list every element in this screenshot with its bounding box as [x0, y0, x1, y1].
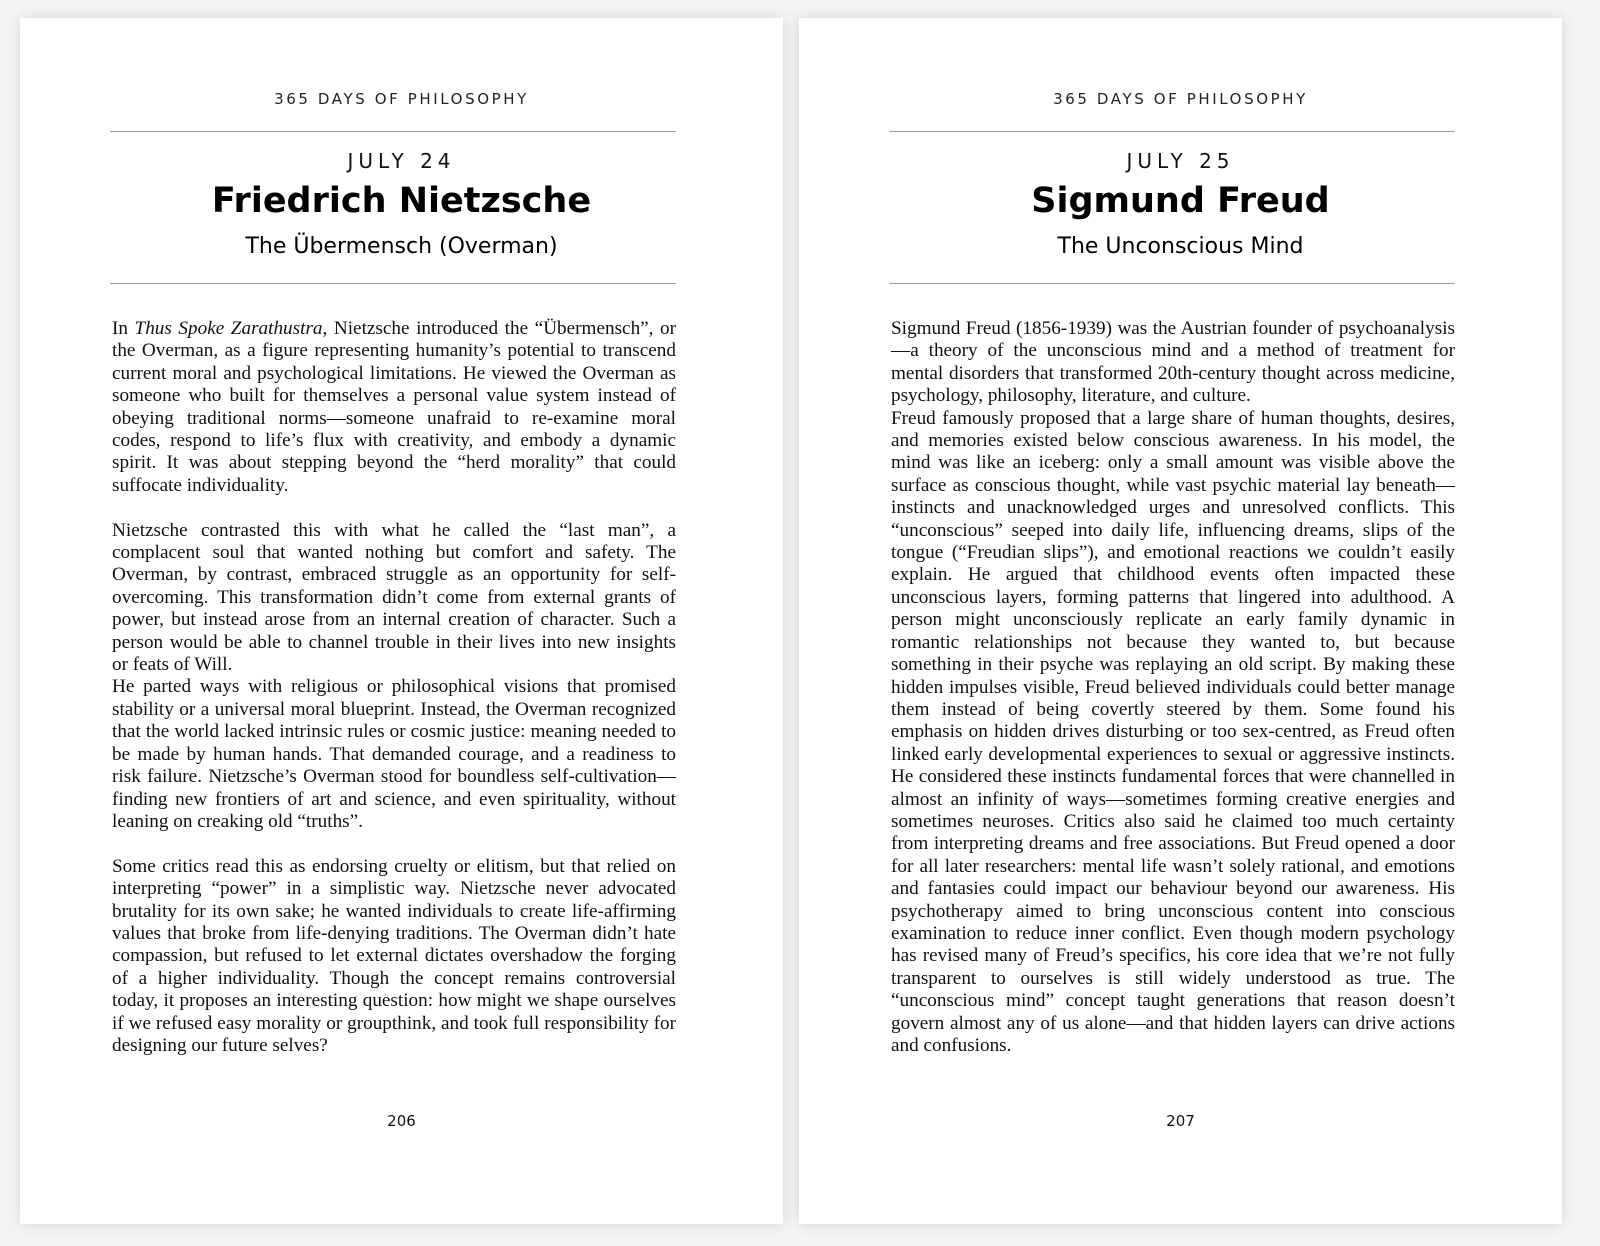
entry-body — [112, 318, 676, 1057]
intro-text: In — [112, 318, 135, 339]
entry-date: JULY 25 — [1126, 149, 1235, 173]
entry-body — [891, 318, 1455, 1057]
philosopher-name: Friedrich Nietzsche — [211, 181, 592, 221]
page-number: 207 — [1166, 1112, 1195, 1130]
body-paragraph: Sigmund Freud (1856-1939) was the Austrian founder of psychoanalysis—a theory of the unconscious mind and a method of treatment for mental disorders that transformed 20th-century thought across medicine, psychology, philosophy, literature, and culture. — [891, 318, 1455, 407]
running-head: 365 DAYS OF PHILOSOPHY — [274, 90, 529, 108]
body-paragraph: He parted ways with religious or philosophical visions that promised stability or a universal moral blueprint. Instead, the Overman recognized that the world lacked intrinsic rules or cosmic justice: meaning needed to be made by human hands. That demanded courage, and a readiness to risk failure. Nietzsche’s Overman stood for boundless self-cultivation—finding new frontiers of art and science, and even spirituality, without leaning on creaking old “truths”. — [112, 676, 676, 832]
body-paragraph: Some critics read this as endorsing cruelty or elitism, but that relied on interpreting “power” in a simplistic way. Nietzsche never advocated brutality for its own sake; he wanted individuals to create life-affirming values that broke from life-denying traditions. The Overman didn’t hate compassion, but refused to let external dictates overshadow the forging of a higher individuality. Though the concept remains controversial today, it proposes an interesting question: how might we shape ourselves if we refused easy morality or groupthink, and took full responsibility for designing our future selves? — [112, 855, 676, 1056]
header-rule — [110, 131, 676, 132]
title-rule — [889, 283, 1455, 284]
body-paragraph: Nietzsche contrasted this with what he called the “last man”, a complacent soul that wanted nothing but comfort and safety. The Overman, by contrast, embraced struggle as an opportunity for self-overcoming. This transformation didn’t come from external grants of power, but instead arose from an internal creation of character. Such a person would be able to channel trouble in their lives into new insights or feats of Will. — [112, 519, 676, 676]
page-number: 206 — [387, 1112, 416, 1130]
header-rule — [889, 131, 1455, 132]
entry-date: JULY 24 — [347, 149, 456, 173]
left-page — [20, 18, 783, 1224]
body-paragraph: Freud famously proposed that a large share of human thoughts, desires, and memories existed below conscious awareness. In his model, the mind was like an iceberg: only a small amount was visible above the surface as conscious thought, while vast psychic material lay beneath—instincts and unacknowledged urges and unresolved conflicts. This “unconscious” seeped into daily life, influencing dreams, slips of the tongue (“Freudian slips”), and emotional reactions we couldn’t easily explain. He argued that childhood events often impacted these unconscious layers, forming patterns that lingered into adulthood. A person might unconsciously replicate an early family dynamic in romantic relationships not because they wanted to, but because something in their psyche was replaying an old script. By making these hidden impulses visible, Freud believed individuals could better manage them instead of being covertly steered by them. Some found his emphasis on hidden drives disturbing or too sex-centred, as Freud often linked early developmental experiences to sexual or aggressive instincts. He considered these instincts fundamental forces that were channelled in almost an infinity of ways—sometimes forming creative energies and sometimes neuroses. Critics also said he claimed too much certainty from interpreting dreams and free associations. But Freud opened a door for all later researchers: mental life wasn’t solely rational, and emotions and fantasies could impact our behaviour beyond our awareness. His psychotherapy aimed to bring unconscious content into conscious examination to reduce inner conflict. Even though modern psychology has revised many of Freud’s specifics, his core idea that we’re not fully transparent to ourselves is still widely understood as true. The “unconscious mind” concept taught generations that reason doesn’t govern almost any of us alone—and that hidden layers can drive actions and confusions. — [891, 407, 1455, 1056]
philosopher-name: Sigmund Freud — [1031, 181, 1330, 221]
entry-topic: The Übermensch (Overman) — [245, 234, 558, 259]
body-paragraph — [112, 318, 676, 497]
title-rule — [110, 283, 676, 284]
book-title: Thus Spoke Zarathustra — [134, 318, 323, 339]
right-page — [799, 18, 1562, 1224]
intro-text: , Nietzsche introduced the “Übermensch”, or the Overman, as a figure representing humanity’s potential to transcend current moral and psychological limitations. He viewed the Overman as someone who built for themselves a personal value system instead of obeying traditional norms—someone unafraid to re-examine moral codes, respond to life’s flux with creativity, and embody a dynamic spirit. It was about stepping beyond the “herd morality” that could suffocate individuality. — [112, 318, 677, 496]
running-head: 365 DAYS OF PHILOSOPHY — [1053, 90, 1308, 108]
entry-topic: The Unconscious Mind — [1057, 234, 1304, 259]
